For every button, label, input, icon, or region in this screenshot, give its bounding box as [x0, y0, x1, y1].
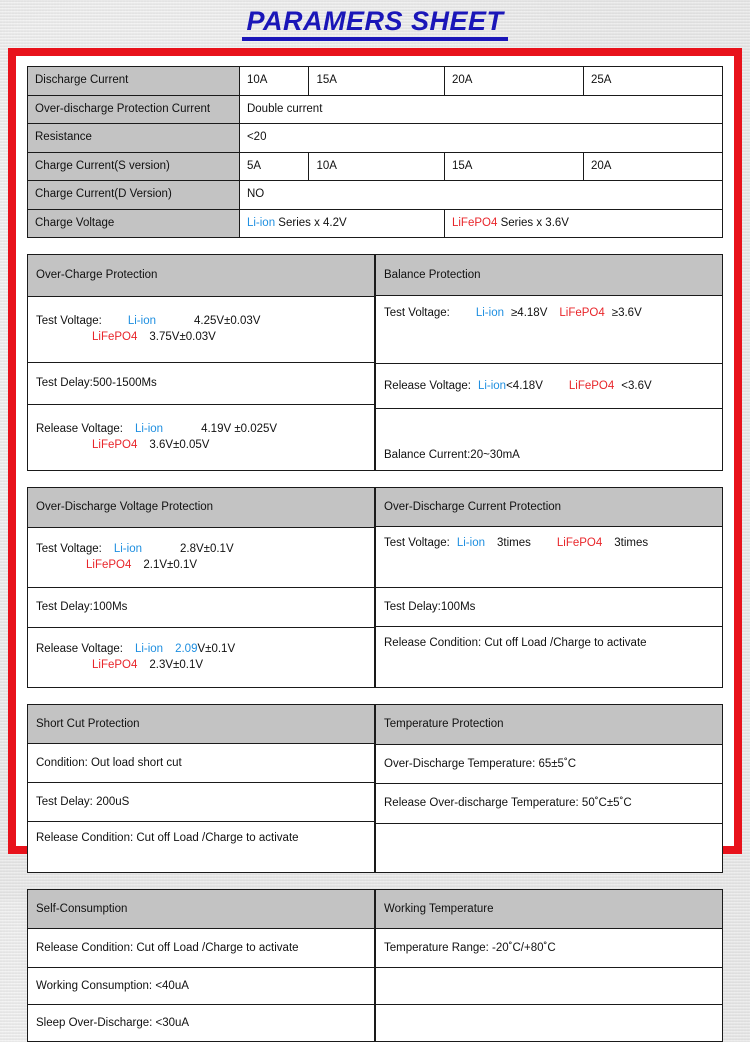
temperature-protection-header: Temperature Protection	[376, 705, 723, 744]
liion-times-value: 3times	[497, 537, 531, 550]
table-row	[28, 929, 375, 968]
over-discharge-current-test-voltage-cell	[376, 527, 723, 588]
liion-series-value: Series x 4.2V	[275, 216, 347, 229]
table-row	[376, 296, 723, 364]
table-row	[376, 588, 723, 627]
temperature-protection-panel	[375, 704, 723, 873]
liion-label: Li-ion	[134, 643, 164, 656]
release-over-discharge-temperature: Release Over-discharge Temperature: 50˚C±5˚C	[376, 784, 723, 823]
over-discharge-test-delay: Test Delay:100Ms	[28, 588, 375, 628]
row-label-discharge-current: Discharge Current	[28, 67, 240, 96]
over-charge-protection-header: Over-Charge Protection	[28, 255, 375, 297]
liion-label: Li-ion	[127, 315, 156, 328]
lifepo4-release-voltage-value: 3.6V±0.05V	[149, 439, 210, 452]
test-voltage-liion-line	[36, 313, 366, 329]
block-self-consumption-working-temperature	[27, 889, 723, 1042]
table-row	[28, 527, 375, 587]
over-discharge-temperature: Over-Discharge Temperature: 65±5˚C	[376, 744, 723, 783]
lifepo4-label: LiFePO4	[92, 331, 138, 344]
table-row	[376, 705, 723, 744]
charge-current-s-5a: 5A	[239, 152, 309, 181]
table-row	[28, 209, 723, 238]
main-spec-table	[27, 66, 723, 238]
table-row	[28, 181, 723, 210]
over-discharge-current-test-delay: Test Delay:100Ms	[376, 588, 723, 627]
lifepo4-release-voltage-value: <3.6V	[621, 380, 652, 393]
lifepo4-label: LiFePO4	[568, 380, 615, 393]
over-discharge-release-voltage-cell	[28, 627, 375, 687]
balance-protection-table	[375, 254, 723, 471]
over-discharge-voltage-panel	[27, 487, 375, 688]
table-row	[28, 95, 723, 124]
charge-current-s-15a: 15A	[444, 152, 583, 181]
table-row	[28, 744, 375, 783]
lifepo4-test-voltage-value: ≥3.6V	[611, 307, 642, 320]
block-over-charge-balance	[27, 254, 723, 471]
discharge-current-20a: 20A	[444, 67, 583, 96]
lifepo4-test-voltage-value: 2.1V±0.1V	[143, 559, 198, 572]
table-row	[28, 255, 375, 297]
discharge-current-10a: 10A	[239, 67, 309, 96]
balance-test-voltage-line	[384, 307, 642, 319]
liion-label: Li-ion	[475, 307, 504, 320]
release-voltage-label: Release Voltage:	[384, 380, 471, 393]
charge-voltage-liion	[239, 209, 444, 238]
page-title: PARAMERS SHEET	[242, 7, 507, 40]
liion-test-voltage-value: 4.25V±0.03V	[194, 315, 261, 328]
title-bar	[0, 0, 750, 48]
short-cut-condition: Condition: Out load short cut	[28, 744, 375, 783]
table-row	[376, 1005, 723, 1042]
table-row	[376, 527, 723, 588]
table-row	[28, 1005, 375, 1042]
working-temperature-blank-1	[376, 968, 723, 1005]
table-row	[376, 968, 723, 1005]
over-discharge-current-panel	[375, 487, 723, 688]
working-temperature-header: Working Temperature	[376, 890, 723, 929]
table-row	[376, 784, 723, 823]
table-row	[376, 929, 723, 968]
balance-release-voltage-line	[384, 380, 652, 392]
lifepo4-label: LiFePO4	[86, 559, 132, 572]
balance-protection-header: Balance Protection	[376, 255, 723, 296]
over-charge-test-delay: Test Delay:500-1500Ms	[28, 363, 375, 405]
block-short-cut-temperature	[27, 704, 723, 873]
row-label-charge-current-s-version: Charge Current(S version)	[28, 152, 240, 181]
release-voltage-liion-line	[36, 641, 366, 657]
test-voltage-line	[384, 537, 648, 549]
table-row	[28, 296, 375, 362]
table-row	[28, 588, 375, 628]
lifepo4-label: LiFePO4	[92, 439, 138, 452]
liion-label: Li-ion	[477, 380, 507, 393]
test-voltage-liion-line	[36, 541, 366, 557]
release-voltage-label: Release Voltage:	[36, 423, 123, 436]
table-row	[376, 409, 723, 471]
test-voltage-label: Test Voltage:	[384, 307, 450, 320]
table-row	[28, 890, 375, 929]
lifepo4-label: LiFePO4	[559, 307, 605, 320]
over-discharge-protection-current-value: Double current	[239, 95, 722, 124]
test-voltage-label: Test Voltage:	[36, 543, 102, 556]
block-over-discharge	[27, 487, 723, 688]
charge-current-s-20a: 20A	[583, 152, 722, 181]
liion-label: Li-ion	[456, 537, 485, 550]
row-label-charge-voltage: Charge Voltage	[28, 209, 240, 238]
balance-release-voltage-cell	[376, 364, 723, 409]
test-voltage-label: Test Voltage:	[36, 315, 102, 328]
liion-release-voltage-value: <4.18V	[506, 380, 543, 393]
table-row	[28, 152, 723, 181]
liion-label: Li-ion	[113, 543, 142, 556]
self-consumption-release-condition: Release Condition: Cut off Load /Charge to activate	[28, 929, 375, 968]
lifepo4-series-value: Series x 3.6V	[497, 216, 569, 229]
over-discharge-voltage-table	[27, 487, 375, 688]
short-cut-release-condition: Release Condition: Cut off Load /Charge to activate	[28, 822, 375, 873]
resistance-value: <20	[239, 124, 722, 153]
over-discharge-current-release-condition: Release Condition: Cut off Load /Charge to activate	[376, 627, 723, 688]
table-row	[376, 890, 723, 929]
charge-voltage-lifepo4	[444, 209, 722, 238]
document-frame	[8, 48, 742, 1030]
charge-current-d-value: NO	[239, 181, 722, 210]
lifepo4-label: LiFePO4	[556, 537, 603, 550]
self-consumption-panel	[27, 889, 375, 1042]
liion-release-voltage-value: 4.19V ±0.025V	[201, 423, 278, 436]
table-row	[28, 67, 723, 96]
charge-current-s-10a: 10A	[309, 152, 445, 181]
liion-test-voltage-value: ≥4.18V	[511, 307, 548, 320]
test-voltage-lifepo4-line	[36, 329, 366, 345]
table-row	[28, 705, 375, 744]
table-row	[376, 364, 723, 409]
row-label-charge-current-d-version: Charge Current(D Version)	[28, 181, 240, 210]
temperature-blank-cell	[376, 823, 723, 873]
lifepo4-release-voltage-value: 2.3V±0.1V	[149, 659, 204, 672]
table-row	[376, 744, 723, 783]
working-temperature-panel	[375, 889, 723, 1042]
liion-label: Li-ion	[246, 216, 276, 229]
table-row	[28, 783, 375, 822]
working-temperature-table	[375, 889, 723, 1042]
sleep-over-discharge: Sleep Over-Discharge: <30uA	[28, 1005, 375, 1042]
release-voltage-lifepo4-line	[36, 437, 366, 453]
table-row	[28, 822, 375, 873]
over-charge-release-voltage-cell	[28, 404, 375, 470]
table-row	[28, 488, 375, 528]
temperature-protection-table	[375, 704, 723, 873]
lifepo4-label: LiFePO4	[92, 659, 138, 672]
self-consumption-table	[27, 889, 375, 1042]
lifepo4-label: LiFePO4	[451, 216, 498, 229]
temperature-range: Temperature Range: -20˚C/+80˚C	[376, 929, 723, 968]
release-voltage-label: Release Voltage:	[36, 643, 123, 656]
over-discharge-voltage-header: Over-Discharge Voltage Protection	[28, 488, 375, 528]
table-row	[28, 124, 723, 153]
short-cut-protection-table	[27, 704, 375, 873]
release-voltage-lifepo4-line	[36, 657, 366, 673]
row-label-resistance: Resistance	[28, 124, 240, 153]
self-consumption-header: Self-Consumption	[28, 890, 375, 929]
table-row	[376, 488, 723, 527]
balance-current-cell: Balance Current:20~30mA	[376, 409, 723, 471]
liion-release-voltage-highlight: 2.09	[175, 643, 198, 656]
short-cut-protection-panel	[27, 704, 375, 873]
balance-protection-panel	[375, 254, 723, 471]
test-voltage-lifepo4-line	[36, 557, 366, 573]
table-row	[376, 823, 723, 873]
liion-test-voltage-value: 2.8V±0.1V	[180, 543, 234, 556]
discharge-current-15a: 15A	[309, 67, 445, 96]
table-row	[28, 968, 375, 1005]
lifepo4-times-value: 3times	[614, 537, 649, 550]
test-voltage-label: Test Voltage:	[384, 537, 450, 550]
working-consumption: Working Consumption: <40uA	[28, 968, 375, 1005]
over-charge-protection-table	[27, 254, 375, 471]
discharge-current-25a: 25A	[583, 67, 722, 96]
table-row	[376, 255, 723, 296]
over-discharge-current-table	[375, 487, 723, 688]
over-charge-protection-panel	[27, 254, 375, 471]
table-row	[376, 627, 723, 688]
short-cut-protection-header: Short Cut Protection	[28, 705, 375, 744]
liion-label: Li-ion	[134, 423, 164, 436]
over-charge-test-voltage-cell	[28, 296, 375, 362]
short-cut-test-delay: Test Delay: 200uS	[28, 783, 375, 822]
liion-release-voltage-rest: V±0.1V	[197, 643, 236, 656]
table-row	[28, 627, 375, 687]
table-row	[28, 363, 375, 405]
row-label-over-discharge-protection-current: Over-discharge Protection Current	[28, 95, 240, 124]
over-discharge-current-header: Over-Discharge Current Protection	[376, 488, 723, 527]
lifepo4-test-voltage-value: 3.75V±0.03V	[149, 331, 216, 344]
balance-test-voltage-cell	[376, 296, 723, 364]
table-row	[28, 404, 375, 470]
release-voltage-liion-line	[36, 421, 366, 437]
over-discharge-test-voltage-cell	[28, 527, 375, 587]
working-temperature-blank-2	[376, 1005, 723, 1042]
